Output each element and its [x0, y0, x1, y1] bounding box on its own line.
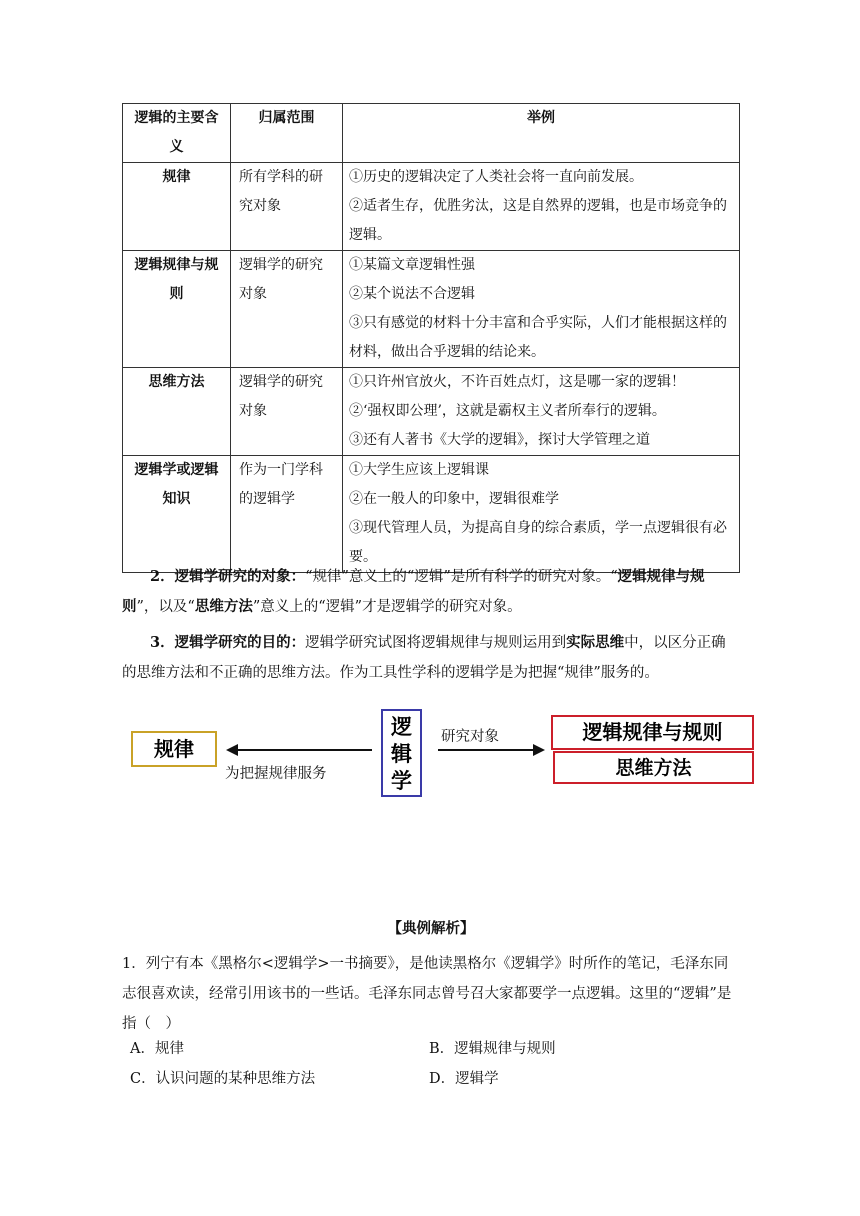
para-bold: 思维方法	[194, 598, 253, 615]
example-line: ③只有感觉的材料十分丰富和合乎实际，人们才能根据这样的材料，做出合乎逻辑的结论来。	[349, 315, 727, 360]
paragraph-research-purpose	[122, 628, 740, 688]
left-arrow-head	[226, 744, 238, 756]
row-scope: 所有学科的研究对象	[231, 163, 343, 251]
row-scope: 逻辑学的研究对象	[231, 368, 343, 456]
header-scope: 归属范围	[231, 104, 343, 163]
row-examples	[343, 456, 740, 573]
left-arrow-label: 为把握规律服务	[225, 766, 327, 782]
para-text: ”，以及“	[136, 599, 195, 615]
row-examples	[343, 251, 740, 368]
table-row	[123, 251, 740, 368]
row-examples	[343, 163, 740, 251]
guilv-box: 规律	[131, 731, 217, 767]
header-examples: 举例	[343, 104, 740, 163]
para-text: “规律”意义上的“逻辑”是所有科学的研究对象。“	[305, 569, 618, 585]
para-text: 中，以区分正确的思维方法和不正确的思维方法。作为工具性学科的逻辑学是为把握“规律”服务的。	[122, 635, 726, 681]
row-meaning: 思维方法	[123, 368, 231, 456]
option-b[interactable]: B．逻辑规律与规则	[429, 1041, 556, 1057]
section-heading: 【典例解析】	[387, 920, 475, 937]
header-meaning: 逻辑的主要含义	[123, 104, 231, 163]
example-line: ①大学生应该上逻辑课	[349, 462, 489, 478]
logic-meaning-table	[122, 103, 740, 573]
table-row	[123, 368, 740, 456]
right-arrow-label: 研究对象	[441, 729, 499, 745]
para-lead: 2．逻辑学研究的对象：	[150, 568, 306, 585]
row-meaning: 逻辑学或逻辑知识	[123, 456, 231, 573]
example-line: ②某个说法不合逻辑	[349, 286, 475, 302]
right-arrow-head	[533, 744, 545, 756]
example-line: ③现代管理人员，为提高自身的综合素质，学一点逻辑很有必要。	[349, 520, 727, 565]
para-bold: 逻辑规律与规则	[122, 568, 705, 615]
row-scope: 作为一门学科的逻辑学	[231, 456, 343, 573]
option-d[interactable]: D．逻辑学	[429, 1071, 499, 1087]
row-meaning: 规律	[123, 163, 231, 251]
thinking-method-box: 思维方法	[553, 751, 754, 784]
example-line: ②适者生存，优胜劣汰，这是自然界的逻辑，也是市场竞争的逻辑。	[349, 198, 727, 243]
option-a[interactable]: A．规律	[130, 1041, 184, 1057]
logic-rules-box: 逻辑规律与规则	[551, 715, 754, 750]
example-line: ①历史的逻辑决定了人类社会将一直向前发展。	[349, 169, 643, 185]
example-line: ②在一般人的印象中，逻辑很难学	[349, 491, 559, 507]
example-line: ③还有人著书《大学的逻辑》，探讨大学管理之道	[349, 432, 650, 448]
option-c[interactable]: C．认识问题的某种思维方法	[130, 1071, 316, 1087]
para-bold: 实际思维	[566, 634, 625, 651]
paragraph-research-object	[122, 562, 740, 622]
table-row	[123, 163, 740, 251]
table-header-row	[123, 104, 740, 163]
row-examples	[343, 368, 740, 456]
para-text: ”意义上的“逻辑”才是逻辑学的研究对象。	[252, 599, 522, 615]
example-line: ①只许州官放火，不许百姓点灯，这是哪一家的逻辑！	[349, 374, 685, 390]
example-line: ①某篇文章逻辑性强	[349, 257, 475, 273]
row-scope: 逻辑学的研究对象	[231, 251, 343, 368]
logic-study-box: 逻 辑 学	[381, 709, 422, 797]
example-line: ②‘强权即公理’，这就是霸权主义者所奉行的逻辑。	[349, 403, 666, 419]
row-meaning: 逻辑规律与规则	[123, 251, 231, 368]
para-lead: 3．逻辑学研究的目的：	[150, 634, 306, 651]
table-row	[123, 456, 740, 573]
question-text: 1．列宁有本《黑格尔<逻辑学>一书摘要》，是他读黑格尔《逻辑学》时所作的笔记，毛泽东同志很喜欢读，经常引用该书的一些话。毛泽东同志曾号召大家都要学一点逻辑。这里的“逻辑”是指（ ）	[122, 956, 732, 1032]
para-text: 逻辑学研究试图将逻辑规律与规则运用到	[305, 635, 567, 651]
